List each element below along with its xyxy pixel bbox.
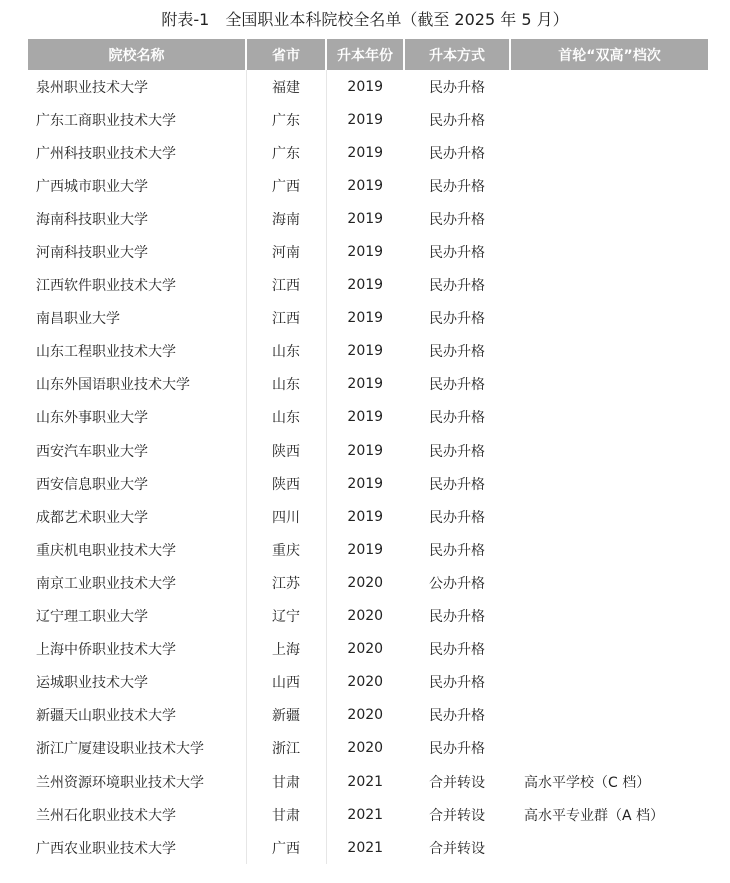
cell-year: 2019	[347, 376, 384, 393]
cell-school-name: 上海中侨职业技术大学	[28, 633, 246, 666]
cell-province: 山西	[246, 666, 326, 699]
cell-province: 甘肃	[246, 798, 326, 831]
table-row	[28, 202, 708, 235]
cell-year: 2019	[347, 508, 384, 525]
cell-school-name: 重庆机电职业技术大学	[28, 533, 246, 566]
column-header-method: 升本方式	[404, 39, 510, 70]
cell-province: 江苏	[246, 566, 326, 599]
cell-double-high-level	[510, 732, 708, 765]
cell-school-name: 浙江广厦建设职业技术大学	[28, 732, 246, 765]
table-row	[28, 302, 708, 335]
cell-province: 上海	[246, 633, 326, 666]
cell-method: 民办升格	[429, 311, 485, 328]
cell-method: 民办升格	[429, 344, 485, 361]
table-row	[28, 368, 708, 401]
cell-school-name: 海南科技职业大学	[28, 202, 246, 235]
cell-double-high-level	[510, 335, 708, 368]
cell-school-name: 辽宁理工职业大学	[28, 600, 246, 633]
cell-province: 山东	[246, 401, 326, 434]
cell-double-high-level	[510, 302, 708, 335]
cell-method: 民办升格	[429, 708, 485, 725]
cell-province: 广东	[246, 103, 326, 136]
cell-province: 广西	[246, 169, 326, 202]
cell-double-high-level	[510, 169, 708, 202]
cell-double-high-level	[510, 633, 708, 666]
table-row	[28, 798, 708, 831]
table-caption: 附表-1 全国职业本科院校全名单（截至 2025 年 5 月）	[161, 10, 569, 29]
cell-year: 2019	[347, 409, 384, 426]
cell-school-name: 河南科技职业大学	[28, 235, 246, 268]
cell-school-name: 南京工业职业技术大学	[28, 566, 246, 599]
cell-method: 公办升格	[429, 575, 485, 592]
cell-method: 民办升格	[429, 741, 485, 758]
table-row	[28, 136, 708, 169]
cell-method: 民办升格	[429, 178, 485, 195]
table-row	[28, 633, 708, 666]
cell-year: 2020	[347, 707, 384, 724]
cell-year: 2020	[347, 641, 384, 658]
cell-school-name: 山东外国语职业技术大学	[28, 368, 246, 401]
cell-double-high-level: 高水平专业群（A 档）	[524, 807, 665, 824]
cell-year: 2021	[347, 806, 384, 823]
table-row	[28, 600, 708, 633]
cell-double-high-level	[510, 699, 708, 732]
cell-province: 重庆	[246, 533, 326, 566]
cell-double-high-level	[510, 70, 708, 103]
cell-method: 民办升格	[429, 642, 485, 659]
cell-province: 陕西	[246, 434, 326, 467]
cell-method: 合并转设	[429, 807, 485, 824]
table-row	[28, 269, 708, 302]
cell-year: 2020	[347, 608, 384, 625]
cell-method: 民办升格	[429, 410, 485, 427]
cell-province: 辽宁	[246, 600, 326, 633]
cell-method: 民办升格	[429, 211, 485, 228]
cell-province: 甘肃	[246, 765, 326, 798]
column-header-level: 首轮“双高”档次	[510, 39, 708, 70]
cell-school-name: 西安信息职业大学	[28, 467, 246, 500]
cell-method: 民办升格	[429, 377, 485, 394]
cell-year: 2019	[347, 244, 384, 261]
table-body	[28, 70, 708, 864]
cell-school-name: 西安汽车职业大学	[28, 434, 246, 467]
cell-year: 2020	[347, 574, 384, 591]
cell-year: 2019	[347, 210, 384, 227]
cell-province: 新疆	[246, 699, 326, 732]
cell-double-high-level	[510, 566, 708, 599]
cell-school-name: 兰州石化职业技术大学	[28, 798, 246, 831]
cell-method: 民办升格	[429, 509, 485, 526]
cell-method: 民办升格	[429, 278, 485, 295]
cell-double-high-level	[510, 401, 708, 434]
cell-province: 浙江	[246, 732, 326, 765]
cell-double-high-level	[510, 136, 708, 169]
table-row	[28, 169, 708, 202]
cell-method: 民办升格	[429, 609, 485, 626]
cell-year: 2019	[347, 442, 384, 459]
cell-method: 民办升格	[429, 542, 485, 559]
cell-double-high-level	[510, 434, 708, 467]
cell-year: 2021	[347, 839, 384, 856]
cell-method: 民办升格	[429, 443, 485, 460]
cell-province: 海南	[246, 202, 326, 235]
cell-school-name: 南昌职业大学	[28, 302, 246, 335]
cell-double-high-level	[510, 533, 708, 566]
cell-year: 2019	[347, 177, 384, 194]
cell-year: 2019	[347, 343, 384, 360]
cell-double-high-level: 高水平学校（C 档）	[524, 774, 651, 791]
cell-double-high-level	[510, 666, 708, 699]
column-header-province: 省市	[246, 39, 326, 70]
cell-school-name: 山东外事职业大学	[28, 401, 246, 434]
cell-school-name: 广西城市职业大学	[28, 169, 246, 202]
cell-year: 2019	[347, 78, 384, 95]
cell-year: 2019	[347, 541, 384, 558]
cell-province: 四川	[246, 500, 326, 533]
table-row	[28, 533, 708, 566]
cell-double-high-level	[510, 202, 708, 235]
cell-province: 陕西	[246, 467, 326, 500]
cell-province: 福建	[246, 70, 326, 103]
cell-school-name: 江西软件职业技术大学	[28, 269, 246, 302]
cell-year: 2019	[347, 310, 384, 327]
cell-year: 2020	[347, 740, 384, 757]
cell-method: 民办升格	[429, 675, 485, 692]
header-row	[28, 39, 708, 70]
table-row	[28, 699, 708, 732]
table-row	[28, 500, 708, 533]
table-row	[28, 666, 708, 699]
cell-double-high-level	[510, 600, 708, 633]
table-row	[28, 70, 708, 103]
cell-school-name: 广东工商职业技术大学	[28, 103, 246, 136]
cell-province: 广东	[246, 136, 326, 169]
cell-province: 河南	[246, 235, 326, 268]
table-row	[28, 401, 708, 434]
cell-school-name: 广州科技职业技术大学	[28, 136, 246, 169]
cell-province: 山东	[246, 368, 326, 401]
table-row	[28, 765, 708, 798]
cell-school-name: 新疆天山职业技术大学	[28, 699, 246, 732]
university-list-table	[28, 39, 708, 864]
cell-method: 民办升格	[429, 145, 485, 162]
cell-method: 合并转设	[429, 774, 485, 791]
cell-school-name: 兰州资源环境职业技术大学	[28, 765, 246, 798]
cell-province: 江西	[246, 269, 326, 302]
table-row	[28, 235, 708, 268]
cell-year: 2019	[347, 144, 384, 161]
cell-school-name: 泉州职业技术大学	[28, 70, 246, 103]
cell-double-high-level	[510, 467, 708, 500]
cell-double-high-level	[510, 235, 708, 268]
cell-school-name: 广西农业职业技术大学	[28, 831, 246, 864]
cell-year: 2021	[347, 773, 384, 790]
cell-double-high-level	[510, 368, 708, 401]
cell-double-high-level	[510, 831, 708, 864]
cell-year: 2019	[347, 277, 384, 294]
cell-method: 民办升格	[429, 476, 485, 493]
column-header-name: 院校名称	[28, 39, 246, 70]
cell-method: 合并转设	[429, 840, 485, 857]
cell-school-name: 山东工程职业技术大学	[28, 335, 246, 368]
cell-method: 民办升格	[429, 112, 485, 129]
table-row	[28, 467, 708, 500]
cell-province: 江西	[246, 302, 326, 335]
column-header-year: 升本年份	[326, 39, 404, 70]
table-row	[28, 566, 708, 599]
cell-province: 山东	[246, 335, 326, 368]
table-header	[28, 39, 708, 70]
cell-double-high-level	[510, 269, 708, 302]
cell-school-name: 成都艺术职业大学	[28, 500, 246, 533]
table-row	[28, 434, 708, 467]
cell-method: 民办升格	[429, 245, 485, 262]
cell-double-high-level	[510, 500, 708, 533]
cell-province: 广西	[246, 831, 326, 864]
cell-double-high-level	[510, 103, 708, 136]
cell-year: 2020	[347, 674, 384, 691]
table-row	[28, 732, 708, 765]
table-row	[28, 831, 708, 864]
cell-year: 2019	[347, 475, 384, 492]
cell-school-name: 运城职业技术大学	[28, 666, 246, 699]
table-row	[28, 335, 708, 368]
table-row	[28, 103, 708, 136]
cell-year: 2019	[347, 111, 384, 128]
cell-method: 民办升格	[429, 79, 485, 96]
